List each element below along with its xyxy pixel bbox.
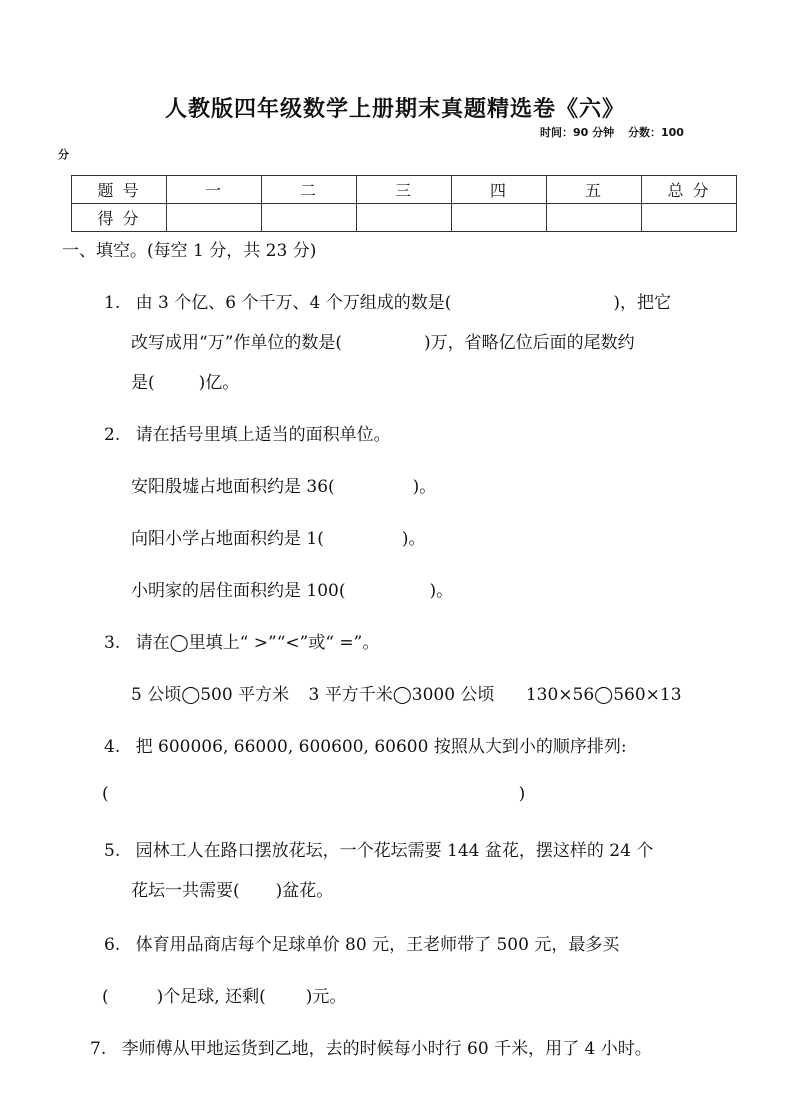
question-number: 3. [104,633,121,653]
exam-score-unit: 分 [58,148,69,161]
question-2-item-a [131,472,436,497]
question-text: 由 3 个亿、6 个千万、4 个万组成的数是( [135,293,452,313]
question-text: ( [102,784,109,804]
question-number: 6. [104,935,121,955]
score-table-cell: 得 分 [72,204,167,232]
exam-score: 分数：100 [627,126,684,139]
question-2-item-c [131,576,453,601]
compare-item[interactable]: 3 平方千米◯3000 公顷 [308,685,495,705]
question-text: 请在◯里填上“ >”“<”或“ =”。 [135,633,380,653]
score-table-cell: 五 [547,176,642,204]
question-text: 体育用品商店每个足球单价 80 元，王老师带了 500 元，最多买 [135,935,620,955]
score-input-cell[interactable] [357,204,452,232]
question-4-answer [102,784,525,804]
question-2-item-b [131,524,426,549]
question-text: ( [102,987,109,1007]
question-3-line-1 [104,628,379,653]
question-text: 花坛一共需要( [131,881,240,901]
section-heading: 一、填空。(每空 1 分，共 23 分) [62,241,317,261]
compare-item[interactable]: 130×56◯560×13 [525,685,682,705]
score-table [71,175,737,232]
question-5-line-1 [104,836,653,861]
score-table-header-row [72,176,737,204]
question-text: )。 [401,529,426,549]
question-text: 园林工人在路口摆放花坛，一个花坛需要 144 盆花，摆这样的 24 个 [135,841,654,861]
question-text: )，把它 [613,293,671,313]
question-text: 小明家的居住面积约是 100( [131,581,346,601]
question-1-line-3 [131,368,239,393]
question-number: 1. [104,293,121,313]
question-1-line-2 [131,328,635,353]
score-table-score-row [72,204,737,232]
score-table-cell: 题 号 [72,176,167,204]
question-number: 7. [90,1039,107,1059]
question-3-items [131,680,682,705]
question-text: )。 [412,477,437,497]
question-text: )盆花。 [275,881,334,901]
score-table-cell: 总 分 [642,176,737,204]
question-text: 李师傅从甲地运货到乙地，去的时候每小时行 60 千米，用了 4 小时。 [121,1039,652,1059]
score-input-cell[interactable] [642,204,737,232]
score-table-cell: 四 [452,176,547,204]
score-input-cell[interactable] [547,204,642,232]
question-number: 5. [104,841,121,861]
question-1-line-1 [104,288,671,313]
score-input-cell[interactable] [262,204,357,232]
question-4-line-1 [104,732,627,757]
score-input-cell[interactable] [452,204,547,232]
question-5-line-2 [131,876,333,901]
question-text: 请在括号里填上适当的面积单位。 [135,425,391,445]
question-2-line-1 [104,420,391,445]
question-text: )万，省略亿位后面的尾数约 [424,333,635,353]
score-input-cell[interactable] [167,204,262,232]
question-text: )个足球, 还剩( [156,987,266,1007]
question-text: 向阳小学占地面积约是 1( [131,529,324,549]
question-text: 把 600006, 66000, 600600, 60600 按照从大到小的顺序排列: [135,737,627,757]
exam-time: 时间：90 分钟 [540,126,615,139]
question-number: 4. [104,737,121,757]
question-7-line-1 [90,1034,652,1059]
question-text: )。 [429,581,454,601]
score-table-cell: 一 [167,176,262,204]
score-table-cell: 二 [262,176,357,204]
question-text: )元。 [305,987,347,1007]
page-title: 人教版四年级数学上册期末真题精选卷《六》 [164,97,625,122]
score-table-cell: 三 [357,176,452,204]
exam-meta [540,124,694,140]
compare-item[interactable]: 5 公顷◯500 平方米 [131,685,290,705]
question-text: ) [518,784,526,804]
question-text: 改写成用“万”作单位的数是( [131,333,343,353]
question-6-line-2 [102,982,346,1007]
question-text: 是( [131,373,155,393]
question-6-line-1 [104,930,619,955]
question-number: 2. [104,425,121,445]
question-text: )亿。 [198,373,240,393]
question-text: 安阳殷墟占地面积约是 36( [131,477,335,497]
